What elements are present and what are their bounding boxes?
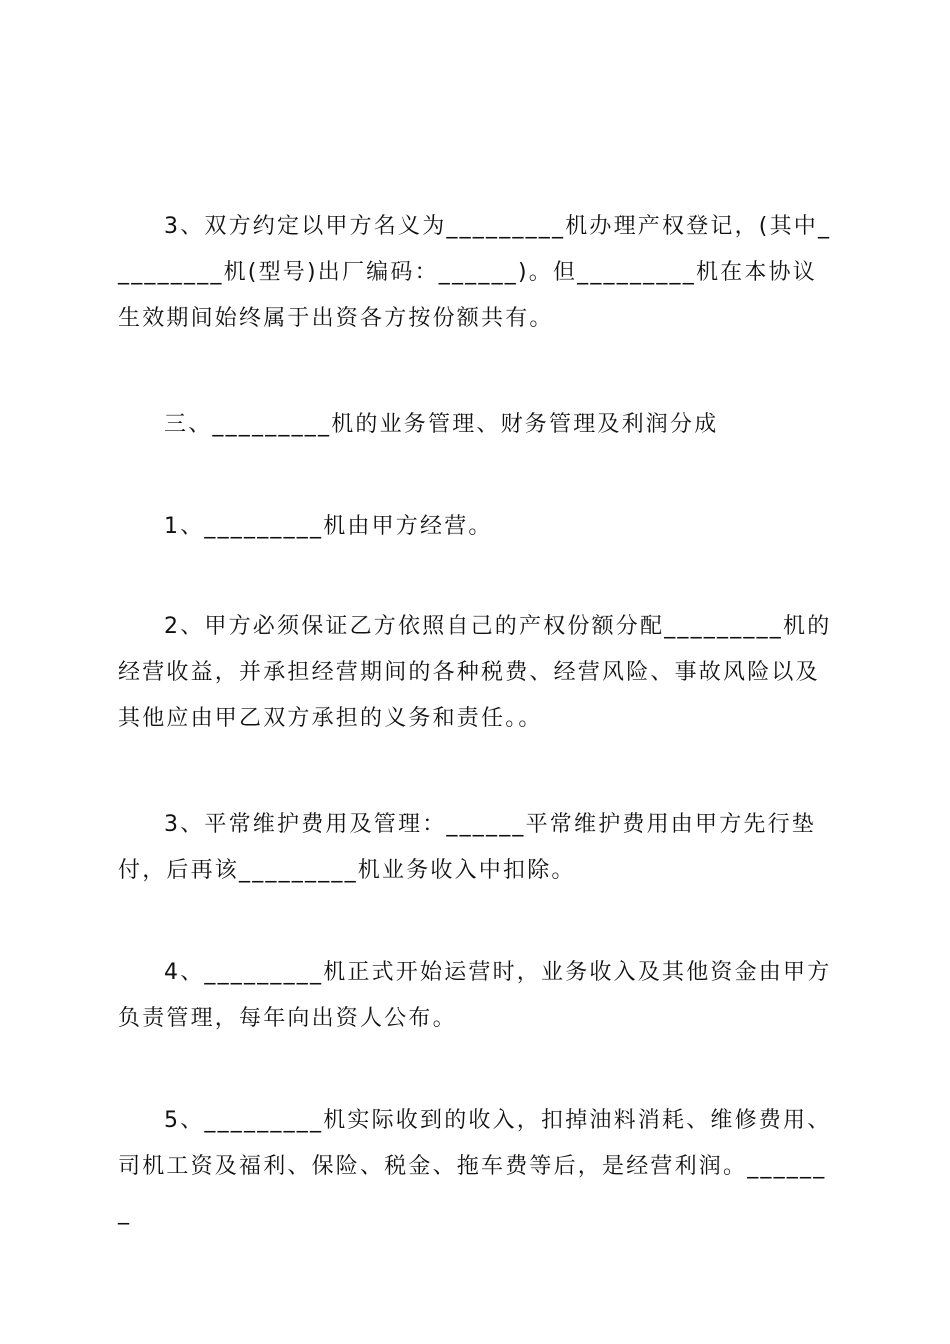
section-3-heading: 三、_________机的业务管理、财务管理及利润分成 [164,412,719,437]
clause-4-funds-management: 4、_________机正式开始运营时，业务收入及其他资金由甲方负责管理，每年向出资人公布。 [118,960,832,1031]
clause-2-profit-distribution: 2、甲方必须保证乙方依照自己的产权份额分配_________机的经营收益，并承担经营期间的各种税费、经营风险、事故风险以及其他应由甲乙双方承担的义务和责任。。 [118,614,832,731]
clause-1-operation: 1、_________机由甲方经营。 [164,514,493,539]
clause-5-operating-profit: 5、_________机实际收到的收入，扣掉油料消耗、维修费用、司机工资及福利、保险、税金、拖车费等后，是经营利润。_______ [118,1108,832,1225]
clause-3-maintenance: 3、平常维护费用及管理：______平常维护费用由甲方先行垫付，后再该_________机业务收入中扣除。 [118,812,816,883]
clause-3-registration: 3、双方约定以甲方名义为_________机办理产权登记，(其中_________机(型号)出厂编码：______)。但_________机在本协议生效期间始终属于出资各方按份额共有。 [118,214,832,331]
